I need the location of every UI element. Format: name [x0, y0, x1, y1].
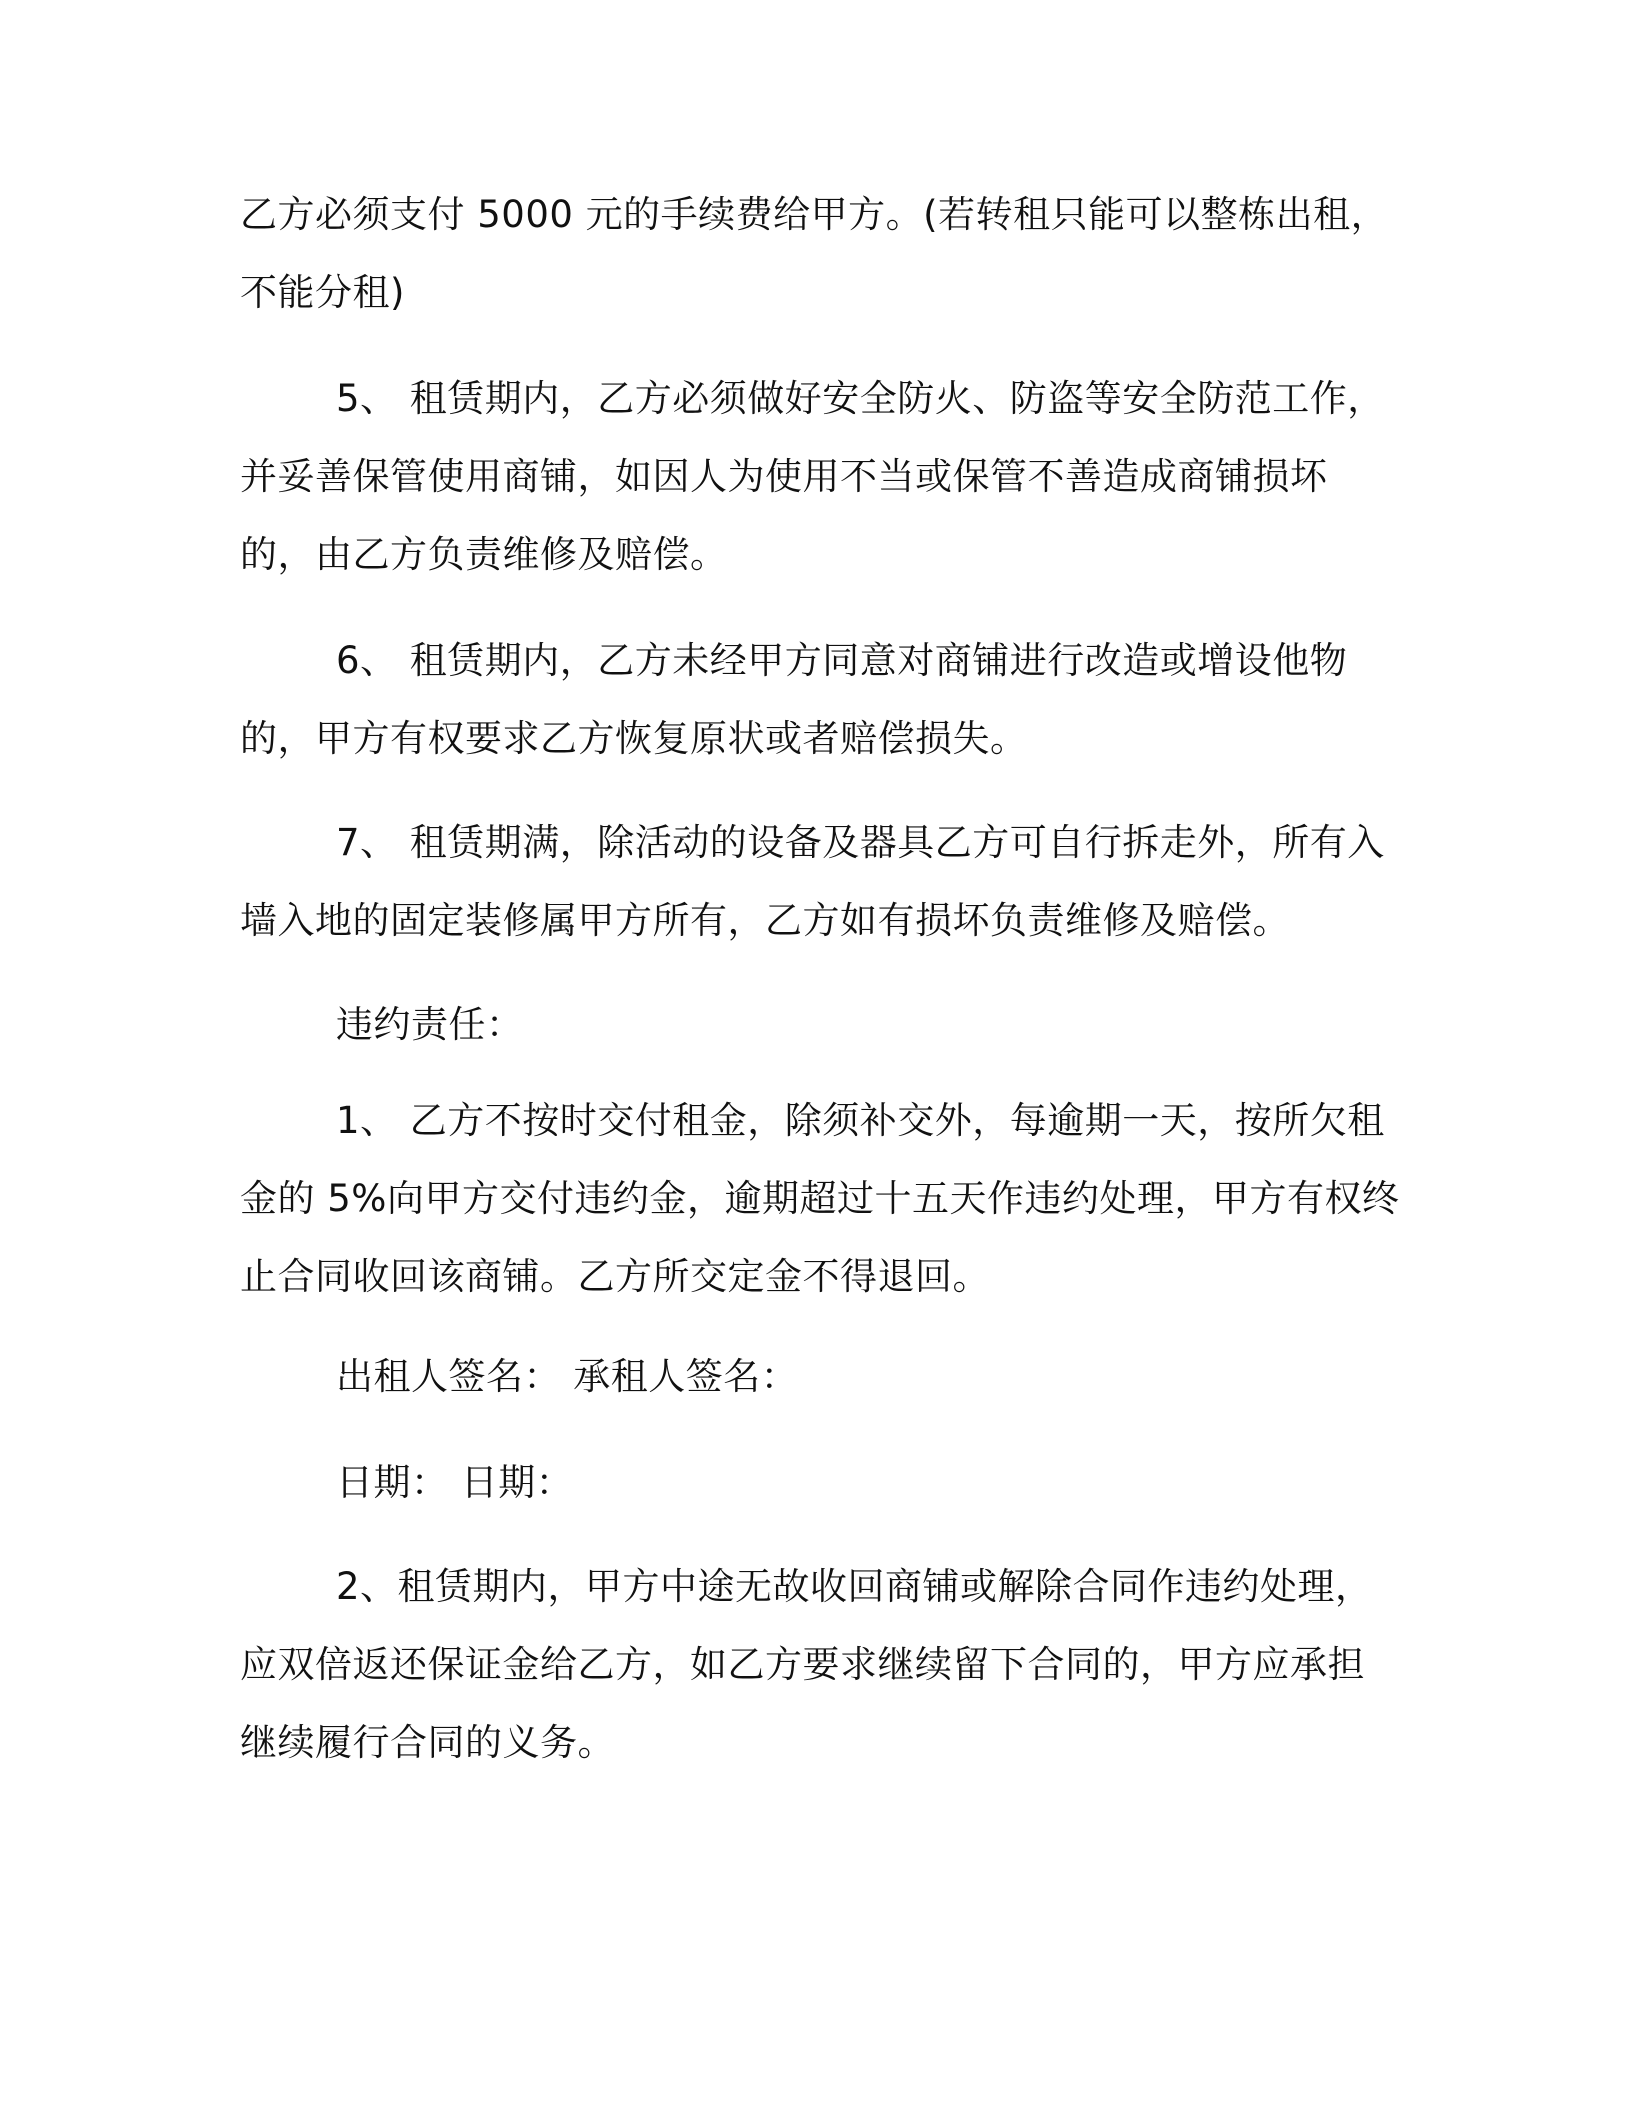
breach-heading: 违约责任：	[336, 1003, 524, 1046]
paragraph-breach-1: 1、 乙方不按时交付租金，除须补交外，每逾期一天，按所欠租金的 5%向甲方交付违约金，逾期超过十五天作违约处理，甲方有权终止合同收回该商铺。乙方所交定金不得退回。	[240, 1099, 1400, 1298]
paragraph-clause-5: 5、 租赁期内，乙方必须做好安全防火、防盗等安全防范工作，并妥善保管使用商铺，如因人为使用不当或保管不善造成商铺损坏的，由乙方负责维修及赔偿。	[240, 377, 1385, 576]
paragraph-clause-6: 6、 租赁期内，乙方未经甲方同意对商铺进行改造或增设他物的，甲方有权要求乙方恢复原状或者赔偿损失。	[240, 639, 1348, 760]
signature-line: 出租人签名： 承租人签名：	[336, 1355, 799, 1398]
date-line: 日期： 日期：	[336, 1461, 574, 1504]
paragraph-clause-7: 7、 租赁期满，除活动的设备及器具乙方可自行拆走外，所有入墙入地的固定装修属甲方所有，乙方如有损坏负责维修及赔偿。	[240, 821, 1385, 942]
paragraph-fee-continuation: 乙方必须支付 5000 元的手续费给甲方。(若转租只能可以整栋出租，不能分租)	[240, 193, 1389, 314]
paragraph-breach-2: 2、租赁期内，甲方中途无故收回商铺或解除合同作违约处理，应双倍返还保证金给乙方，如乙方要求继续留下合同的，甲方应承担继续履行合同的义务。	[240, 1565, 1373, 1764]
